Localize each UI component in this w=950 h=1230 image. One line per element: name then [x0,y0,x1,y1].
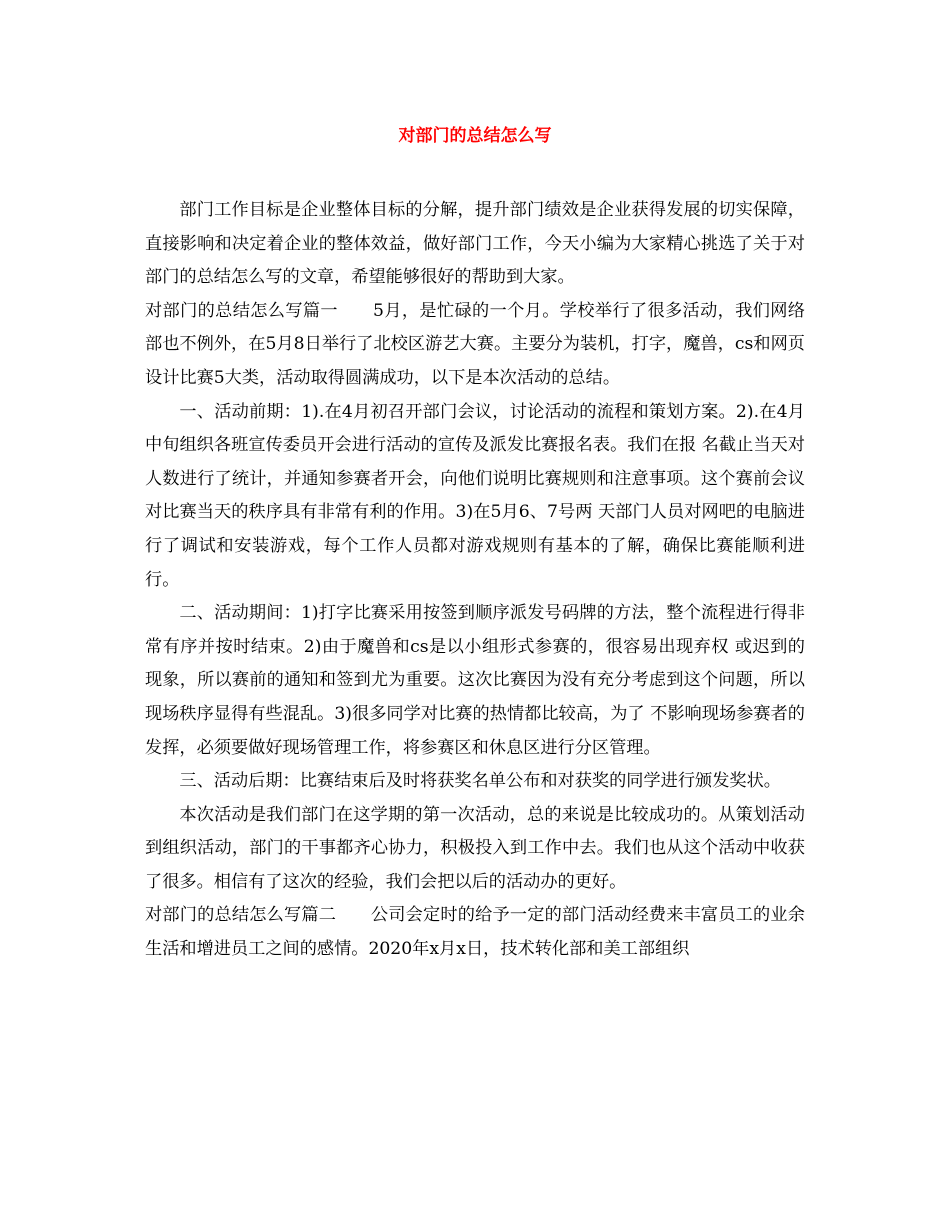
paragraph-section-two-heading: 对部门的总结怎么写篇二 公司会定时的给予一定的部门活动经费来丰富员工的业余生活和增进员工之间的感情。2020年x月x日，技术转化部和美工部组织 [145,905,805,960]
paragraph-pre-activity: 一、活动前期：1).在4月初召开部门会议，讨论活动的流程和策划方案。2).在4月中旬组织各班宣传委员开会进行活动的宣传及派发比赛报名表。我们在报 名截止当天对人数进行了统计，并通知参赛者开会，向他们说明比赛规则和注意事项。这个赛前会议对比赛当天的秩序具有非常有利的作用。3)在5月6、7号两 天部门人员对网吧的电脑进行了调试和安装游戏，每个工作人员都对游戏规则有基本的了解，确保比赛能顺利进行。 [145,401,805,590]
paragraph-intro: 部门工作目标是企业整体目标的分解，提升部门绩效是企业获得发展的切实保障，直接影响和决定着企业的整体效益，做好部门工作，今天小编为大家精心挑选了关于对部门的总结怎么写的文章，希望能够很好的帮助到大家。 [145,200,805,288]
document-title: 对部门的总结怎么写 [398,126,552,146]
paragraph-during-activity: 二、活动期间：1)打字比赛采用按签到顺序派发号码牌的方法，整个流程进行得非常有序并按时结束。2)由于魔兽和cs是以小组形式参赛的，很容易出现弃权 或迟到的现象，所以赛前的通知和签到尤为重要。这次比赛因为没有充分考虑到这个问题，所以现场秩序显得有些混乱。3)很多同学对比赛的热情都比较高，为了 不影响现场参赛者的发挥，必须要做好现场管理工作，将参赛区和休息区进行分区管理。 [145,603,805,758]
document-body [145,194,805,967]
paragraph-post-activity: 三、活动后期：比赛结束后及时将获奖名单公布和对获奖的同学进行颁发奖状。 [179,771,781,792]
paragraph-summary: 本次活动是我们部门在这学期的第一次活动，总的来说是比较成功的。从策划活动到组织活动，部门的干事都齐心协力，积极投入到工作中去。我们也从这个活动中收获了很多。相信有了这次的经验，我们会把以后的活动办的更好。 [145,804,805,892]
paragraph-section-one-heading: 对部门的总结怎么写篇一 5月，是忙碌的一个月。学校举行了很多活动，我们网络部也不例外，在5月8日举行了北校区游艺大赛。主要分为装机，打字，魔兽，cs和网页设计比赛5大类，活动取得圆满成功，以下是本次活动的总结。 [145,300,805,388]
